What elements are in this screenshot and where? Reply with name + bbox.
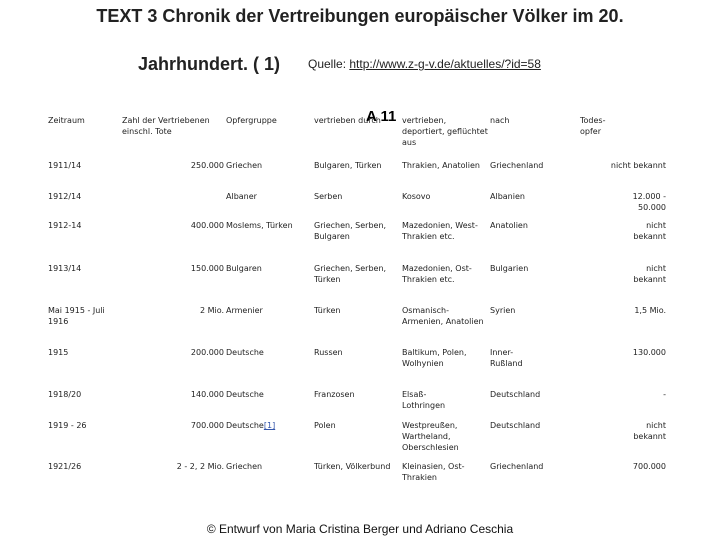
cell-zeitraum: 1912/14 (48, 192, 82, 201)
cell-durch: Bulgaren, Türken (314, 161, 382, 170)
cell-aus: Osmanisch-Armenien, Anatolien (402, 306, 484, 326)
cell-zeitraum: 1918/20 (48, 390, 82, 399)
cell-zahl: 200.000 (190, 348, 224, 357)
cell-zeitraum: 1921/26 (48, 462, 82, 471)
cell-opfergruppe: Griechen (226, 462, 263, 471)
cell-aus: Kleinasien, Ost-Thrakien (402, 462, 465, 482)
cell-nach: Deutschland (490, 421, 541, 430)
cell-nach: Bulgarien (490, 264, 529, 273)
title-line-1: TEXT 3 Chronik der Vertreibungen europäischer Völker im 20. (96, 6, 624, 26)
cell-zahl: 150.000 (190, 264, 224, 273)
cell-durch: Polen (314, 421, 336, 430)
cell-durch: Russen (314, 348, 343, 357)
cell-todesopfer: nicht bekannt (633, 421, 666, 441)
cell-nach: Anatolien (490, 221, 528, 230)
cell-nach: Griechenland (490, 462, 544, 471)
header-opfergruppe: Opfergruppe (226, 116, 277, 125)
cell-nach: Inner-Rußland (490, 348, 523, 368)
cell-nach: Syrien (490, 306, 516, 315)
cell-zahl: 700.000 (190, 421, 224, 430)
cell-durch: Griechen, Serben, Bulgaren (314, 221, 387, 241)
cell-zahl: 2 - 2, 2 Mio. (176, 462, 224, 471)
cell-zeitraum: 1912-14 (48, 221, 82, 230)
cell-opfergruppe: Deutsche (226, 348, 264, 357)
cell-durch: Franzosen (314, 390, 355, 399)
cell-durch: Türken, Völkerbund (314, 462, 391, 471)
header-vertrieben-durch: vertrieben durch (314, 116, 381, 125)
title-line-2: Jahrhundert. ( 1) (138, 54, 281, 74)
cell-nach: Deutschland (490, 390, 541, 399)
source-link[interactable]: http://www.z-g-v.de/aktuelles/?id=58 (349, 57, 541, 71)
footer-credit: © Entwurf von Maria Cristina Berger und Adriano Ceschia (206, 522, 514, 536)
cell-durch: Griechen, Serben, Türken (314, 264, 387, 284)
cell-aus: Westpreußen, Wartheland, Oberschlesien (402, 421, 459, 452)
cell-zahl: 140.000 (190, 390, 224, 399)
cell-opfergruppe (226, 420, 275, 431)
cell-aus: Baltikum, Polen, Wolhynien (402, 348, 467, 368)
cell-opfergruppe: Griechen (226, 161, 263, 170)
cell-opfergruppe-text: Deutsche (226, 421, 264, 430)
cell-aus: Thrakien, Anatolien (402, 161, 480, 170)
cell-aus: Elsaß-Lothringen (402, 390, 446, 410)
cell-todesopfer: 700.000 (632, 462, 666, 471)
cell-zeitraum: 1919 - 26 (48, 421, 87, 430)
cell-opfergruppe: Albaner (226, 192, 257, 201)
cell-zahl: 2 Mio. (199, 306, 224, 315)
cell-zahl: 250.000 (190, 161, 224, 170)
cell-aus: Kosovo (402, 192, 431, 201)
cell-todesopfer: 1,5 Mio. (634, 306, 666, 315)
cell-zeitraum: 1913/14 (48, 264, 82, 273)
footnote-link[interactable]: [1] (263, 421, 276, 430)
cell-opfergruppe: Bulgaren (226, 264, 262, 273)
header-vertrieben-aus: vertrieben, deportiert, geflüchtet aus (402, 116, 488, 147)
source-citation (308, 57, 541, 71)
header-nach: nach (490, 116, 510, 125)
cell-nach: Griechenland (490, 161, 544, 170)
cell-todesopfer: nicht bekannt (633, 221, 666, 241)
source-label: Quelle: (308, 57, 350, 71)
cell-todesopfer: - (663, 390, 666, 399)
cell-opfergruppe: Moslems, Türken (226, 221, 293, 230)
header-zeitraum: Zeitraum (48, 116, 85, 125)
cell-opfergruppe: Deutsche (226, 390, 264, 399)
cell-zeitraum: Mai 1915 - Juli 1916 (48, 306, 105, 326)
header-zahl: Zahl der Vertriebenen einschl. Tote (122, 116, 210, 136)
cell-todesopfer: nicht bekannt (610, 161, 666, 170)
header-todesopfer: Todes-opfer (580, 116, 606, 136)
cell-durch: Türken (314, 306, 341, 315)
cell-aus: Mazedonien, West-Thrakien etc. (402, 221, 478, 241)
slide-number: A 11 (366, 108, 397, 125)
cell-todesopfer: 12.000 - 50.000 (632, 192, 666, 212)
cell-opfergruppe: Armenier (226, 306, 263, 315)
cell-zahl: 400.000 (190, 221, 224, 230)
cell-nach: Albanien (490, 192, 525, 201)
cell-durch: Serben (314, 192, 343, 201)
cell-todesopfer: nicht bekannt (633, 264, 666, 284)
cell-aus: Mazedonien, Ost-Thrakien etc. (402, 264, 472, 284)
cell-todesopfer: 130.000 (632, 348, 666, 357)
cell-zeitraum: 1911/14 (48, 161, 82, 170)
cell-zeitraum: 1915 (48, 348, 69, 357)
